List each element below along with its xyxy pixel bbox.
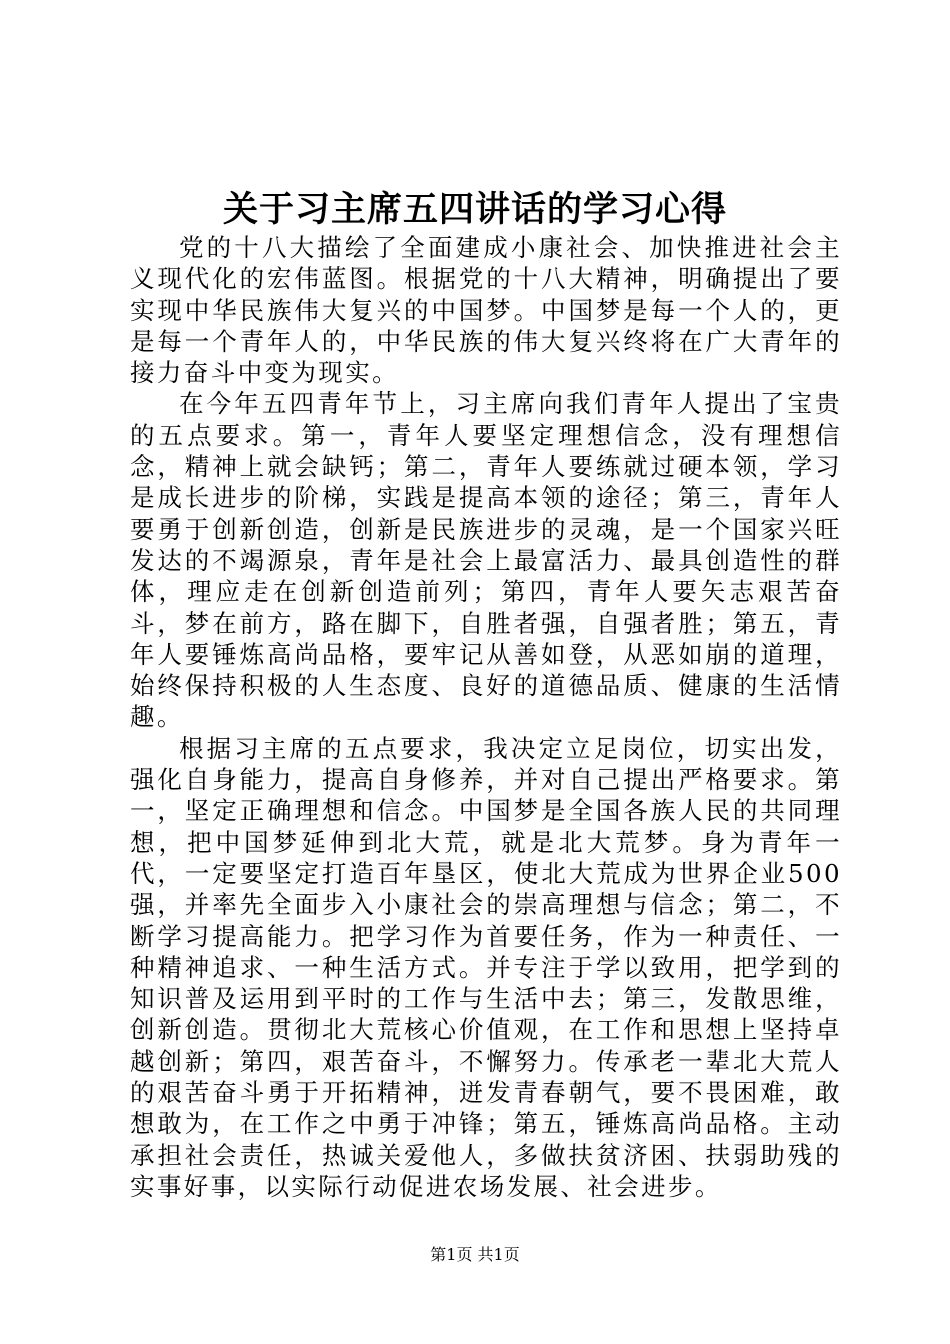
document-body	[130, 232, 842, 1202]
document-title: 关于习主席五四讲话的学习心得	[222, 189, 727, 230]
paragraph-1: 党的十八大描绘了全面建成小康社会、加快推进社会主义现代化的宏伟蓝图。根据党的十八大精神，明确提出了要实现中华民族伟大复兴的中国梦。中国梦是每一个人的，更是每一个青年人的，中华民族的伟大复兴终将在广大青年的接力奋斗中变为现实。	[130, 233, 842, 388]
page-number-footer: 第1页 共1页	[430, 1245, 520, 1264]
paragraph-3: 根据习主席的五点要求，我决定立足岗位，切实出发，强化自身能力，提高自身修养，并对自己提出严格要求。第一，坚定正确理想和信念。中国梦是全国各族人民的共同理想，把中国梦延伸到北大荒，就是北大荒梦。身为青年一代，一定要坚定打造百年垦区，使北大荒成为世界企业500强，并率先全面步入小康社会的崇高理想与信念；第二，不断学习提高能力。把学习作为首要任务，作为一种责任、一种精神追求、一种生活方式。并专注于学以致用，把学到的知识普及运用到平时的工作与生活中去；第三，发散思维，创新创造。贯彻北大荒核心价值观，在工作和思想上坚持卓越创新；第四，艰苦奋斗，不懈努力。传承老一辈北大荒人的艰苦奋斗勇于开拓精神，迸发青春朝气，要不畏困难，敢想敢为，在工作之中勇于冲锋；第五，锤炼高尚品格。主动承担社会责任，热诚关爱他人，多做扶贫济困、扶弱助残的实事好事，以实际行动促进农场发展、社会进步。	[130, 733, 842, 1201]
paragraph-2: 在今年五四青年节上，习主席向我们青年人提出了宝贵的五点要求。第一，青年人要坚定理想信念，没有理想信念，精神上就会缺钙；第二，青年人要练就过硬本领，学习是成长进步的阶梯，实践是提高本领的途径；第三，青年人要勇于创新创造，创新是民族进步的灵魂，是一个国家兴旺发达的不竭源泉，青年是社会上最富活力、最具创造性的群体，理应走在创新创造前列；第四，青年人要矢志艰苦奋斗，梦在前方，路在脚下，自胜者强，自强者胜；第五，青年人要锤炼高尚品格，要牢记从善如登，从恶如崩的道理，始终保持积极的人生态度、良好的道德品质、健康的生活情趣。	[130, 389, 842, 732]
